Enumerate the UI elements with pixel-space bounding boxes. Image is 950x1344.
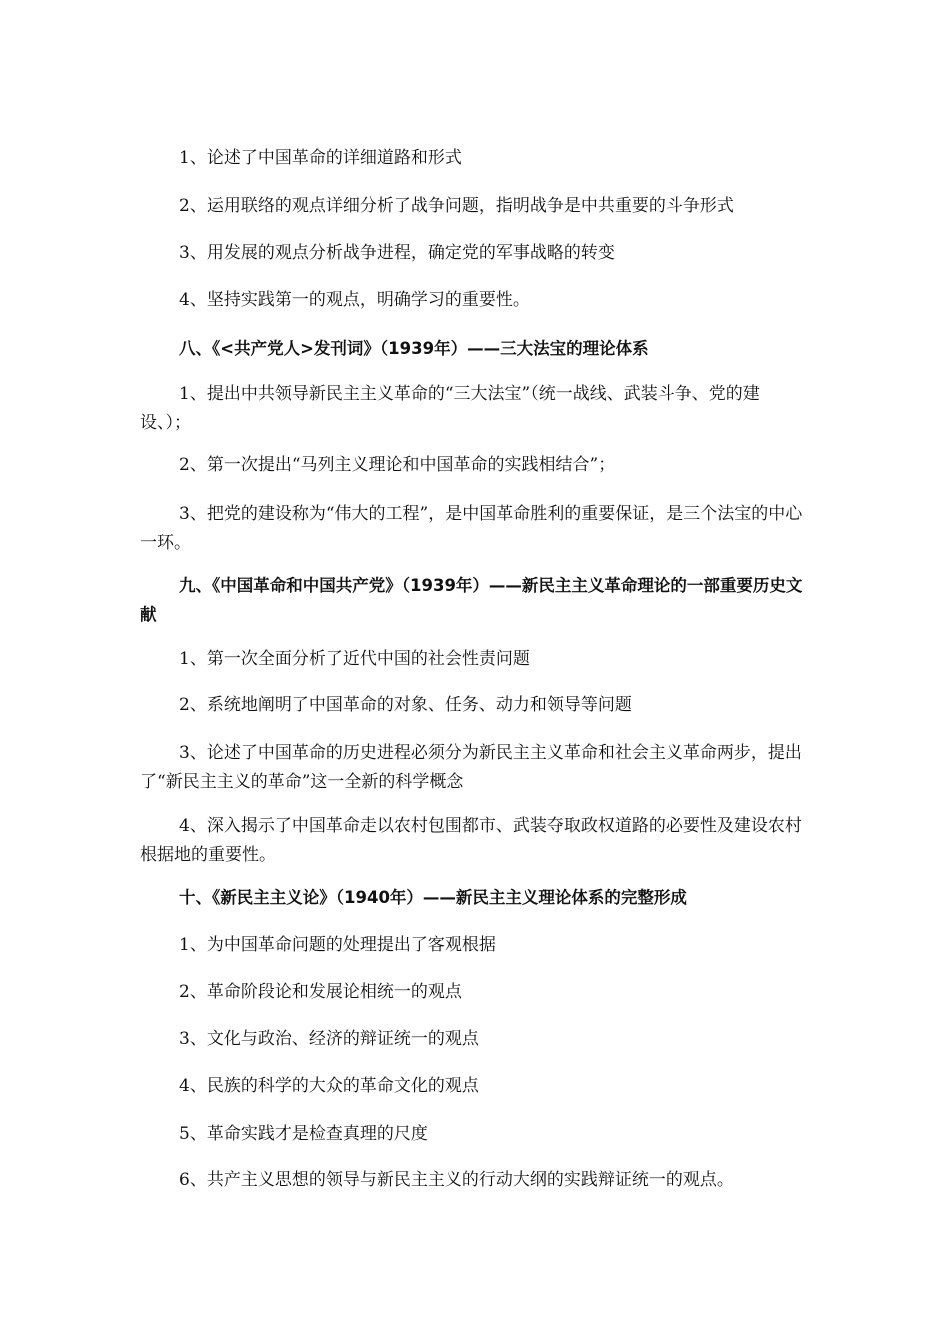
list-item: 1、第一次全面分析了近代中国的社会性责问题 xyxy=(179,649,530,669)
section-heading: 八、《<共产党人>发刊词》（1939年）——三大法宝的理论体系 xyxy=(179,339,649,358)
list-item: 5、革命实践才是检查真理的尺度 xyxy=(179,1124,428,1144)
section-heading: 十、《新民主主义论》（1940年）——新民主主义理论体系的完整形成 xyxy=(179,888,687,907)
list-item: 1、提出中共领导新民主主义革命的“三大法宝”（统一战线、武装斗争、党的建设、）； xyxy=(140,384,760,433)
list-item: 3、把党的建设称为“伟大的工程”，是中国革命胜利的重要保证，是三个法宝的中心一环。 xyxy=(140,504,803,553)
list-item: 6、共产主义思想的领导与新民主主义的行动大纲的实践辩证统一的观点。 xyxy=(179,1170,734,1190)
list-item: 3、用发展的观点分析战争进程，确定党的军事战略的转变 xyxy=(179,243,615,263)
list-item: 2、运用联络的观点详细分析了战争问题，指明战争是中共重要的斗争形式 xyxy=(179,196,734,216)
list-item: 2、系统地阐明了中国革命的对象、任务、动力和领导等问题 xyxy=(179,695,632,715)
list-item: 1、为中国革命问题的处理提出了客观根据 xyxy=(179,935,496,955)
list-item: 4、民族的科学的大众的革命文化的观点 xyxy=(179,1076,479,1096)
list-item: 2、第一次提出“马列主义理论和中国革命的实践相结合”； xyxy=(179,455,616,475)
list-item: 3、文化与政治、经济的辩证统一的观点 xyxy=(179,1029,479,1049)
list-item: 3、论述了中国革命的历史进程必须分为新民主主义革命和社会主义革命两步，提出了“新民主主义的革命”这一全新的科学概念 xyxy=(140,743,802,792)
list-item: 2、革命阶段论和发展论相统一的观点 xyxy=(179,982,462,1002)
list-item: 4、坚持实践第一的观点，明确学习的重要性。 xyxy=(179,290,530,310)
section-heading: 九、《中国革命和中国共产党》（1939年）——新民主主义革命理论的一部重要历史文献 xyxy=(140,576,803,624)
list-item: 1、论述了中国革命的详细道路和形式 xyxy=(179,148,462,168)
list-item: 4、深入揭示了中国革命走以农村包围都市、武装夺取政权道路的必要性及建设农村根据地的重要性。 xyxy=(140,816,802,865)
